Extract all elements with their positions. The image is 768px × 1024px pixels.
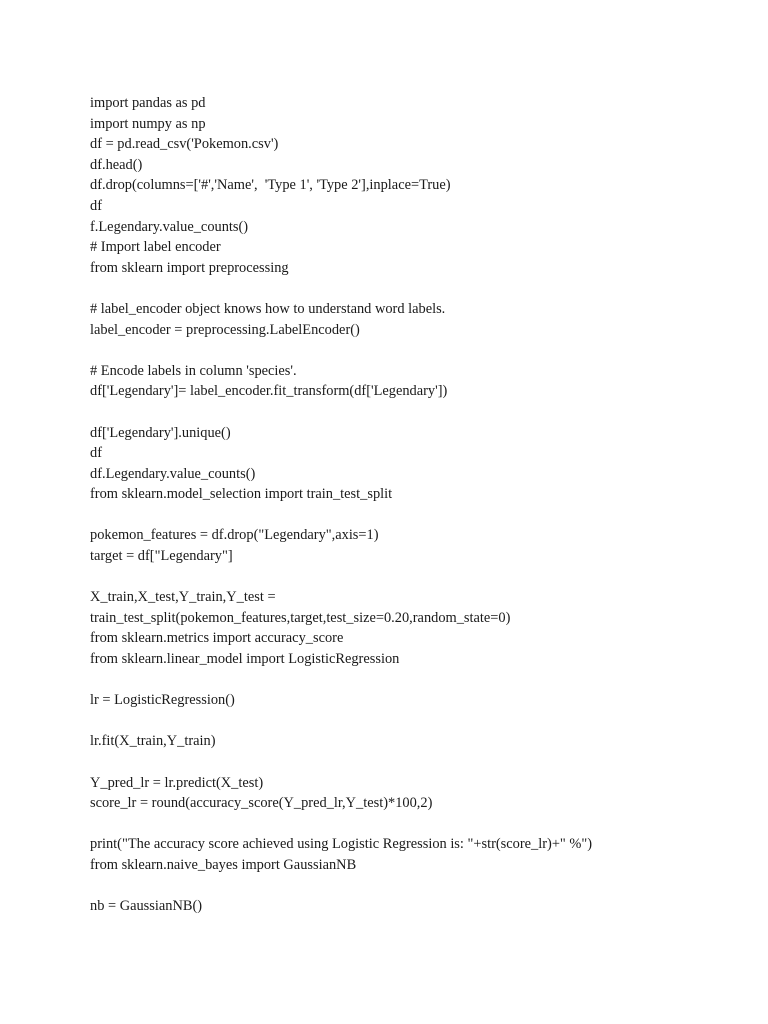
code-line: f.Legendary.value_counts() bbox=[90, 218, 249, 235]
code-line: score_lr = round(accuracy_score(Y_pred_lr,Y_test)*100,2) bbox=[90, 795, 433, 812]
code-line: from sklearn.model_selection import train_test_split bbox=[90, 486, 393, 503]
blank-line bbox=[90, 402, 750, 423]
code-line: train_test_split(pokemon_features,target,test_size=0.20,random_state=0) bbox=[90, 609, 511, 626]
blank-line bbox=[90, 278, 750, 299]
code-line: Y_pred_lr = lr.predict(X_test) bbox=[90, 774, 264, 791]
code-line: df['Legendary']= label_encoder.fit_transform(df['Legendary']) bbox=[90, 383, 448, 400]
blank-line bbox=[90, 505, 750, 526]
code-line: lr = LogisticRegression() bbox=[90, 692, 235, 709]
blank-line bbox=[90, 876, 750, 897]
code-line: print("The accuracy score achieved using Logistic Regression is: "+str(score_lr)+" %") bbox=[90, 836, 593, 853]
code-line: from sklearn import preprocessing bbox=[90, 259, 289, 276]
code-line: from sklearn.metrics import accuracy_score bbox=[90, 630, 344, 647]
code-line: lr.fit(X_train,Y_train) bbox=[90, 733, 216, 750]
code-line: from sklearn.linear_model import LogisticRegression bbox=[90, 651, 400, 668]
code-line: import pandas as pd bbox=[90, 95, 206, 111]
blank-line bbox=[90, 670, 750, 691]
code-comment-line: # Encode labels in column 'species'. bbox=[90, 362, 297, 379]
code-line: label_encoder = preprocessing.LabelEncoder() bbox=[90, 321, 360, 338]
code-line: df.Legendary.value_counts() bbox=[90, 465, 256, 482]
code-text-block bbox=[90, 93, 750, 917]
blank-line bbox=[90, 711, 750, 732]
code-line: pokemon_features = df.drop("Legendary",axis=1) bbox=[90, 527, 379, 544]
code-line: df bbox=[90, 197, 102, 214]
blank-line bbox=[90, 340, 750, 361]
code-comment-line: # label_encoder object knows how to understand word labels. bbox=[90, 300, 446, 317]
code-line: target = df["Legendary"] bbox=[90, 548, 233, 565]
blank-line bbox=[90, 567, 750, 588]
code-line: import numpy as np bbox=[90, 115, 206, 132]
code-line: X_train,X_test,Y_train,Y_test = bbox=[90, 589, 276, 606]
blank-line bbox=[90, 752, 750, 773]
code-line: from sklearn.naive_bayes import GaussianNB bbox=[90, 856, 357, 873]
blank-line bbox=[90, 814, 750, 835]
code-line: df.head() bbox=[90, 156, 143, 173]
code-line: df = pd.read_csv('Pokemon.csv') bbox=[90, 136, 279, 153]
code-line: df bbox=[90, 445, 102, 462]
code-line: df['Legendary'].unique() bbox=[90, 424, 231, 441]
code-comment-line: # Import label encoder bbox=[90, 239, 221, 256]
code-line: df.drop(columns=['#','Name', 'Type 1', 'Type 2'],inplace=True) bbox=[90, 177, 451, 194]
code-line: nb = GaussianNB() bbox=[90, 898, 203, 915]
